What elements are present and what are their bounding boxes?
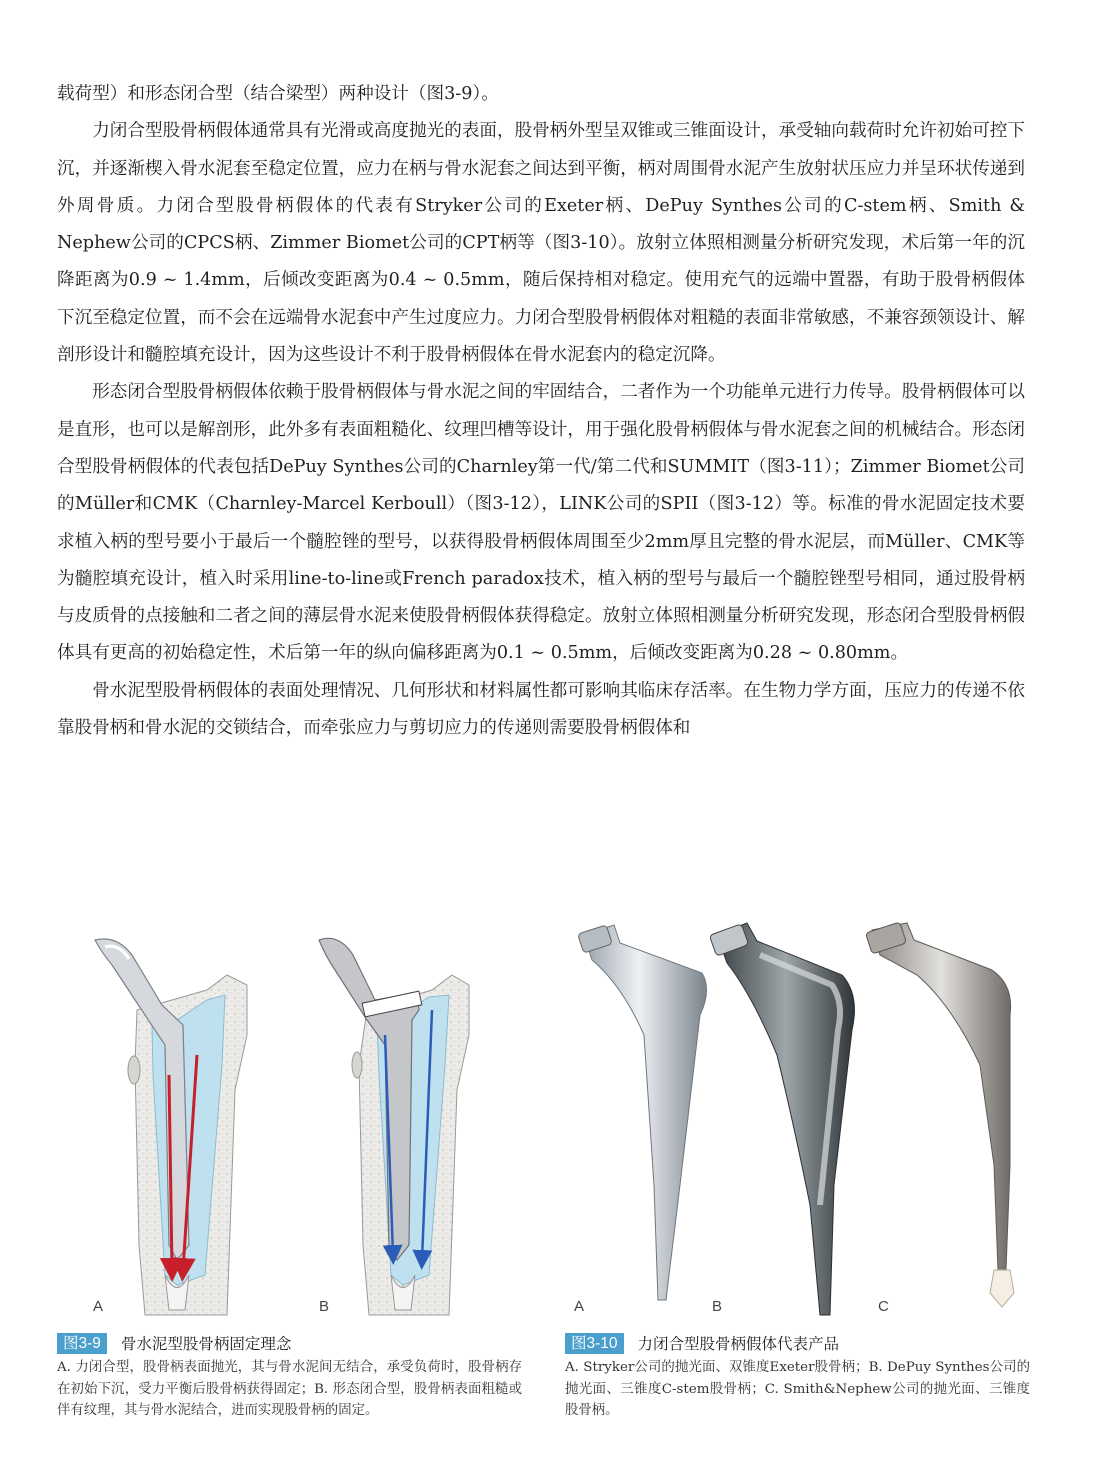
stem-c bbox=[865, 922, 1014, 1307]
femoral-stem-fixation-diagram bbox=[57, 915, 527, 1325]
figure-title: 骨水泥型股骨柄固定理念 bbox=[120, 1336, 292, 1353]
stem-b bbox=[709, 923, 854, 1315]
figure-number: 图3-10 bbox=[565, 1333, 624, 1354]
figure-3-10-illustration bbox=[562, 915, 1032, 1325]
paragraph: 形态闭合型股骨柄假体依赖于股骨柄假体与骨水泥之间的牢固结合，二者作为一个功能单元进行力传导。股骨柄假体可以是直形，也可以是解剖形，此外多有表面粗糙化、纹理凹槽等设计，用于强化股骨柄假体与骨水泥套之间的机械结合。形态闭合型股骨柄假体的代表包括DePuy Synthes公司的Charnley第一代/第二代和SUMMIT（图3-11）；Zimmer Biomet公司的Müller和CMK（Charnley-Marcel Kerboull）（图3-12），LINK公司的SPII（图3-12）等。标准的骨水泥固定技术要求植入柄的型号要小于最后一个髓腔锉的型号，以获得股骨柄假体周围至少2mm厚且完整的骨水泥层，而Müller、CMK等为髓腔填充设计，植入时采用line-to-line或French paradox技术，植入柄的型号与最后一个髓腔锉型号相同，通过股骨柄与皮质骨的点接触和二者之间的薄层骨水泥来使股骨柄假体获得稳定。放射立体照相测量分析研究发现，形态闭合型股骨柄假体具有更高的初始稳定性，术后第一年的纵向偏移距离为0.1 ~ 0.5mm，后倾改变距离为0.28 ~ 0.80mm。 bbox=[57, 382, 1025, 664]
panel-label-b: B bbox=[319, 1298, 330, 1315]
figure-number: 图3-9 bbox=[57, 1333, 107, 1354]
figure-caption-text: A. 力闭合型，股骨柄表面抛光，其与骨水泥间无结合，承受负荷时，股骨柄存在初始下沉，受力平衡后股骨柄获得固定；B. 形态闭合型，股骨柄表面粗糙或伴有纹理，其与骨水泥结合，进而实现股骨柄的固定。 bbox=[57, 1360, 522, 1418]
figure-3-9-illustration bbox=[57, 915, 527, 1325]
panel-label-a: A bbox=[93, 1298, 104, 1315]
panel-label-b: B bbox=[712, 1298, 723, 1315]
paragraph: 力闭合型股骨柄假体通常具有光滑或高度抛光的表面，股骨柄外型呈双锥或三锥面设计，承受轴向载荷时允许初始可控下沉，并逐渐楔入骨水泥套至稳定位置，应力在柄与骨水泥套之间达到平衡，柄对周围骨水泥产生放射状压应力并呈环状传递到外周骨质。力闭合型股骨柄假体的代表有Stryker公司的Exeter柄、DePuy Synthes公司的C-stem柄、Smith & Nephew公司的CPCS柄、Zimmer Biomet公司的CPT柄等（图3-10）。放射立体照相测量分析研究发现，术后第一年的沉降距离为0.9 ~ 1.4mm，后倾改变距离为0.4 ~ 0.5mm，随后保持相对稳定。使用充气的远端中置器，有助于股骨柄假体下沉至稳定位置，而不会在远端骨水泥套中产生过度应力。力闭合型股骨柄假体对粗糙的表面非常敏感，不兼容颈领设计、解剖形设计和髓腔填充设计，因为这些设计不利于股骨柄假体在骨水泥套内的稳定沉降。 bbox=[57, 121, 1025, 366]
figure-3-9-caption bbox=[57, 1332, 522, 1422]
body-text bbox=[57, 76, 1025, 747]
figure-3-10-caption bbox=[565, 1332, 1030, 1422]
panel-b-drawing bbox=[319, 938, 469, 1315]
panel-label-a: A bbox=[574, 1298, 585, 1315]
stem-a bbox=[578, 925, 707, 1300]
figure-caption-text: A. Stryker公司的抛光面、双锥度Exeter股骨柄；B. DePuy Synthes公司的抛光面、三锥度C-stem股骨柄；C. Smith&Nephew公司的抛光面、三锥度股骨柄。 bbox=[565, 1360, 1030, 1418]
panel-a-drawing bbox=[95, 939, 247, 1315]
panel-label-c: C bbox=[878, 1298, 889, 1315]
figure-title: 力闭合型股骨柄假体代表产品 bbox=[637, 1336, 840, 1353]
femoral-stems-photo bbox=[562, 915, 1032, 1325]
paragraph: 载荷型）和形态闭合型（结合梁型）两种设计（图3-9）。 bbox=[57, 84, 499, 104]
paragraph: 骨水泥型股骨柄假体的表面处理情况、几何形状和材料属性都可影响其临床存活率。在生物力学方面，压应力的传递不依靠股骨柄和骨水泥的交锁结合，而牵张应力与剪切应力的传递则需要股骨柄假体和 bbox=[57, 680, 1025, 739]
